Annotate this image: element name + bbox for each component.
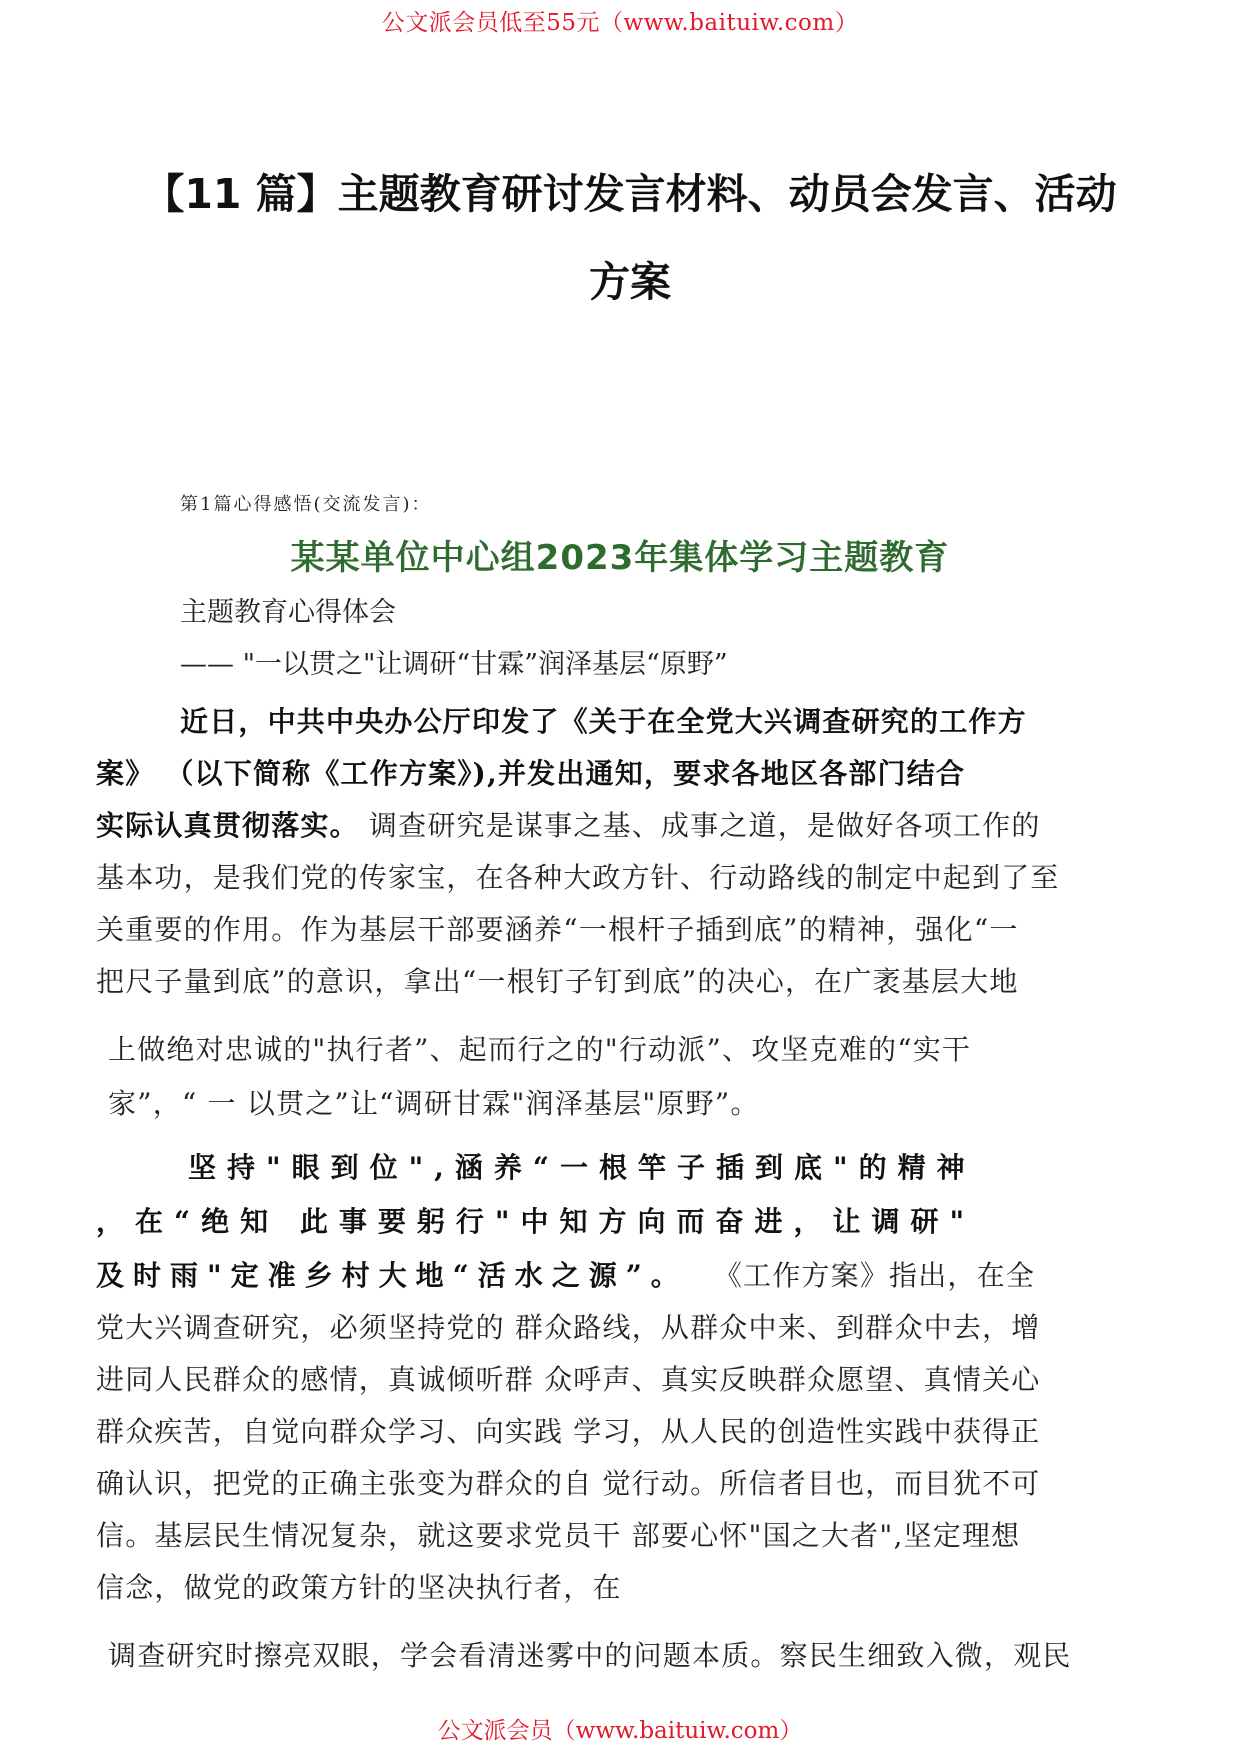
- para1-line-6: 把尺子量到底”的意识，拿出“一根钉子钉到底”的决心，在广袤基层大地: [96, 965, 1019, 998]
- green-subtitle: 某某单位中心组2023年集体学习主题教育: [290, 538, 950, 578]
- para2-line-4: 党大兴调查研究，必须坚持党的 群众路线，从群众中来、到群众中去，增: [96, 1311, 1041, 1344]
- document-title: [130, 150, 1130, 326]
- heading-plain: 主题教育心得体会: [180, 597, 396, 628]
- header-advertisement: 公文派会员低至55元（www.baituiw.com）: [381, 10, 859, 36]
- footer-advertisement: 公文派会员（www.baituiw.com）: [437, 1718, 803, 1744]
- section-label: 第1篇心得感悟(交流发言)：: [180, 494, 432, 515]
- para2-line-8: 信。基层民生情况复杂，就这要求党员干 部要心怀"国之大者",坚定理想: [96, 1519, 1021, 1552]
- para1-line-2: 案》 （以下简称《工作方案》),并发出通知，要求各地区各部门结合: [96, 757, 966, 790]
- para1-line-1: 近日，中共中央办公厅印发了《关于在全党大兴调查研究的工作方: [180, 705, 1027, 738]
- para2-line-9: 信念，做党的政策方针的坚决执行者，在: [96, 1571, 622, 1604]
- para2-line-7: 确认识，把党的正确主张变为群众的自 觉行动。所信者目也，而目犹不可: [96, 1467, 1041, 1500]
- para1-line-7: 上做绝对忠诚的"执行者”、起而行之的"行动派”、攻坚克难的“实干: [108, 1033, 972, 1066]
- para2-line-6: 群众疾苦，自觉向群众学习、向实践 学习，从人民的创造性实践中获得正: [96, 1415, 1041, 1448]
- para2-line-10: 调查研究时擦亮双眼，学会看清迷雾中的问题本质。察民生细致入微，观民: [108, 1639, 1072, 1672]
- para1-line-3: [96, 804, 1144, 844]
- heading-dash: —— "一以贯之"让调研“甘霖”润泽基层“原野”: [180, 649, 728, 680]
- para2-line-3: [96, 1254, 1144, 1294]
- para1-line-5: 关重要的作用。作为基层干部要涵养“一根杆子插到底”的精神，强化“一: [96, 913, 1019, 946]
- para1-line-3-bold: 实际认真贯彻落实。: [96, 809, 359, 842]
- title-line-1: 【11 篇】主题教育研讨发言材料、动员会发言、活动: [143, 170, 1117, 218]
- para2-line-3-rest: 《工作方案》指出，在全: [727, 1259, 1036, 1292]
- para2-line-2: ，在“绝知 此事要躬行"中知方向而奋进，让调研": [96, 1205, 976, 1238]
- para2-line-1: 坚持"眼到位",涵养“一根竿子插到底"的精神: [188, 1151, 976, 1184]
- para1-line-8: 家”，“ 一 以贯之”让“调研甘霖"润泽基层"原野”。: [108, 1087, 760, 1120]
- para2-line-3-bold: 及时雨"定准乡村大地“活水之源”。: [96, 1259, 688, 1292]
- para1-line-3-rest: 调查研究是谋事之基、成事之道，是做好各项工作的: [358, 809, 1041, 842]
- title-line-2: 方案: [589, 258, 671, 306]
- para2-line-5: 进同人民群众的感情，真诚倾听群 众呼声、真实反映群众愿望、真情关心: [96, 1363, 1041, 1396]
- para1-line-4: 基本功，是我们党的传家宝，在各种大政方针、行动路线的制定中起到了至: [96, 861, 1060, 894]
